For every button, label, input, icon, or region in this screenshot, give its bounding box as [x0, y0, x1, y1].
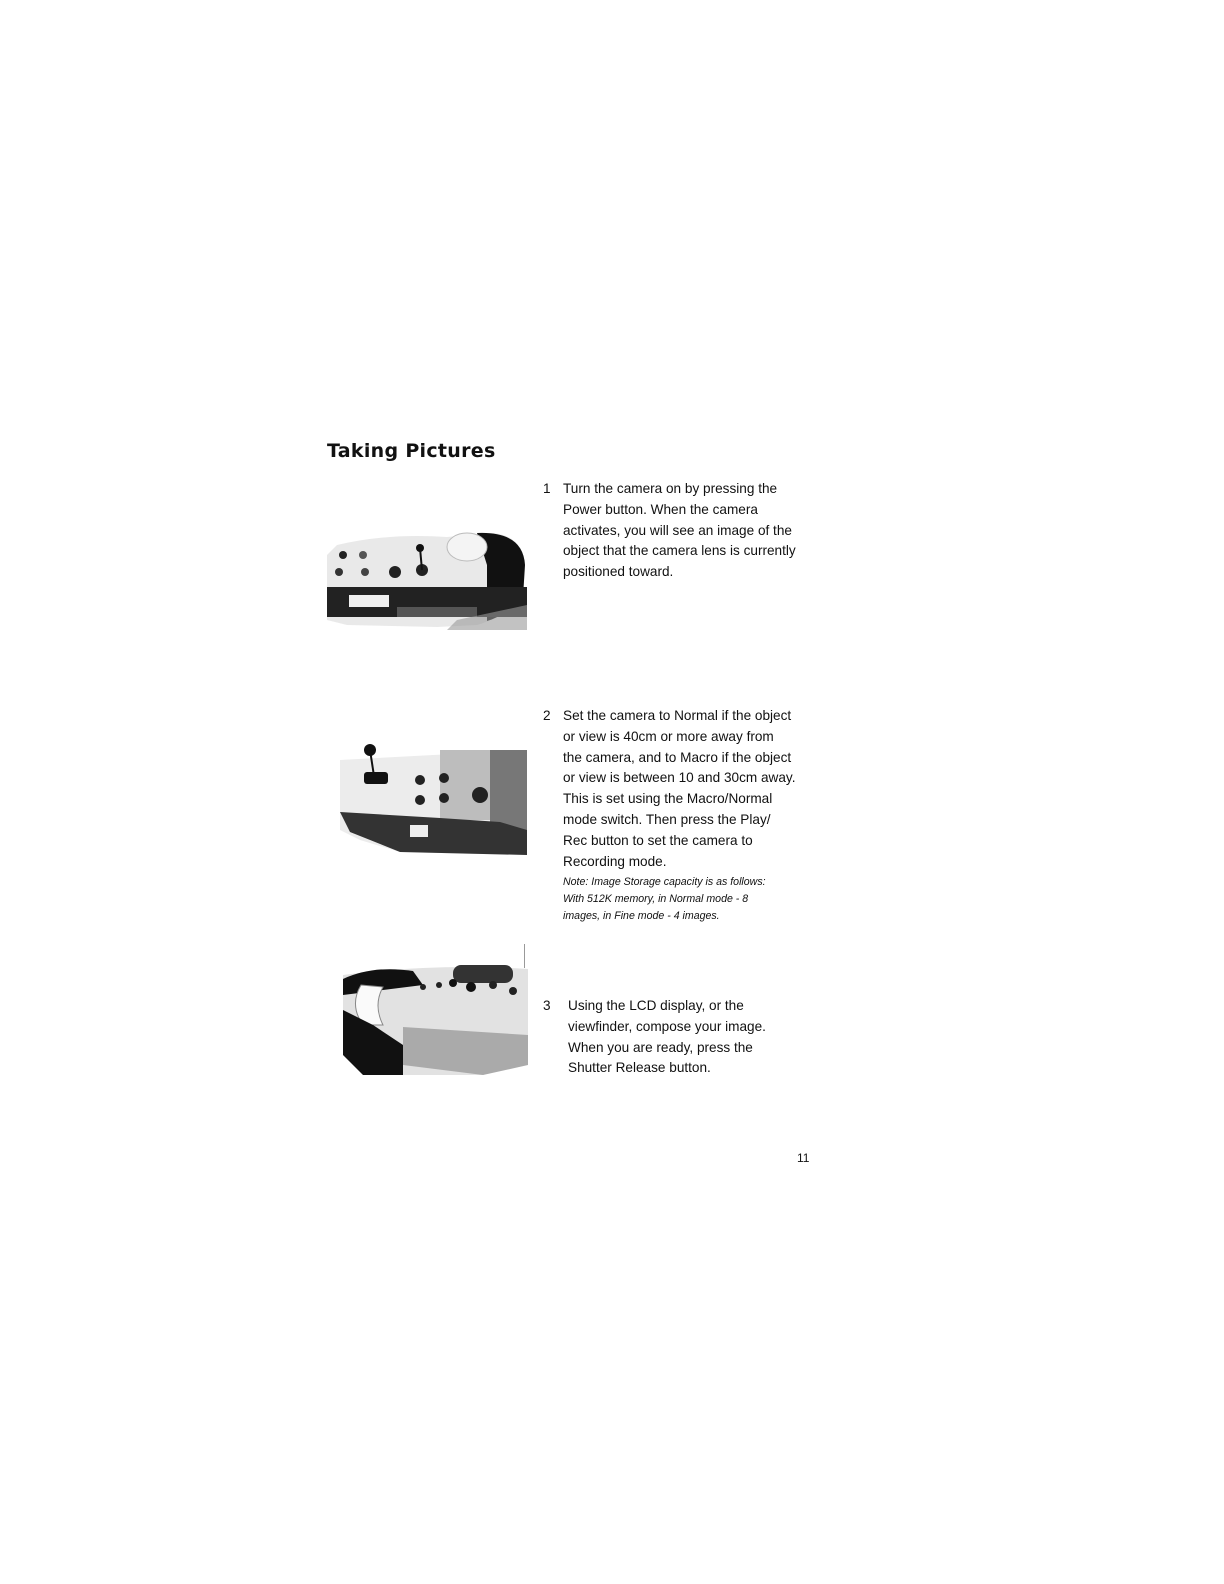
note-line: images, in Fine mode - 4 images.: [563, 910, 720, 923]
camera-shutter-release-photo: [343, 965, 528, 1077]
step-line: Using the LCD display, or the: [568, 998, 744, 1013]
step-number: 1: [543, 481, 551, 496]
step-line: mode switch. Then press the Play/: [563, 811, 771, 827]
step-line: This is set using the Macro/Normal: [563, 791, 773, 807]
note-line: Note: Image Storage capacity is as follows:: [563, 876, 766, 889]
camera-power-button-photo: [327, 525, 527, 630]
step-number: 2: [543, 708, 551, 723]
note-line: With 512K memory, in Normal mode - 8: [563, 893, 749, 906]
step-line: Shutter Release button.: [568, 1060, 711, 1076]
page-title: Taking Pictures: [327, 440, 496, 462]
step-line: Turn the camera on by pressing the: [563, 481, 778, 496]
step-number: 3: [543, 998, 551, 1013]
page-number: 11: [797, 1151, 810, 1165]
step-line: viewfinder, compose your image.: [568, 1018, 766, 1034]
step-line: Power button. When the camera: [563, 501, 758, 517]
step-text: [563, 706, 795, 925]
step-line: object that the camera lens is currently: [563, 543, 796, 559]
note: [563, 874, 795, 925]
step-line: or view is between 10 and 30cm away.: [563, 770, 796, 786]
step-line: Recording mode.: [563, 853, 667, 869]
step-line: the camera, and to Macro if the object: [563, 749, 792, 765]
step-line: or view is 40cm or more away from: [563, 728, 774, 744]
step-text: [568, 996, 766, 1079]
step-text: [563, 479, 796, 583]
step-line: positioned toward.: [563, 564, 674, 580]
step-line: When you are ready, press the: [568, 1039, 753, 1055]
step-line: Rec button to set the camera to: [563, 832, 753, 848]
camera-mode-switch-photo: [340, 740, 527, 855]
step-line: activates, you will see an image of the: [563, 522, 792, 538]
step-line: Set the camera to Normal if the object: [563, 708, 792, 723]
